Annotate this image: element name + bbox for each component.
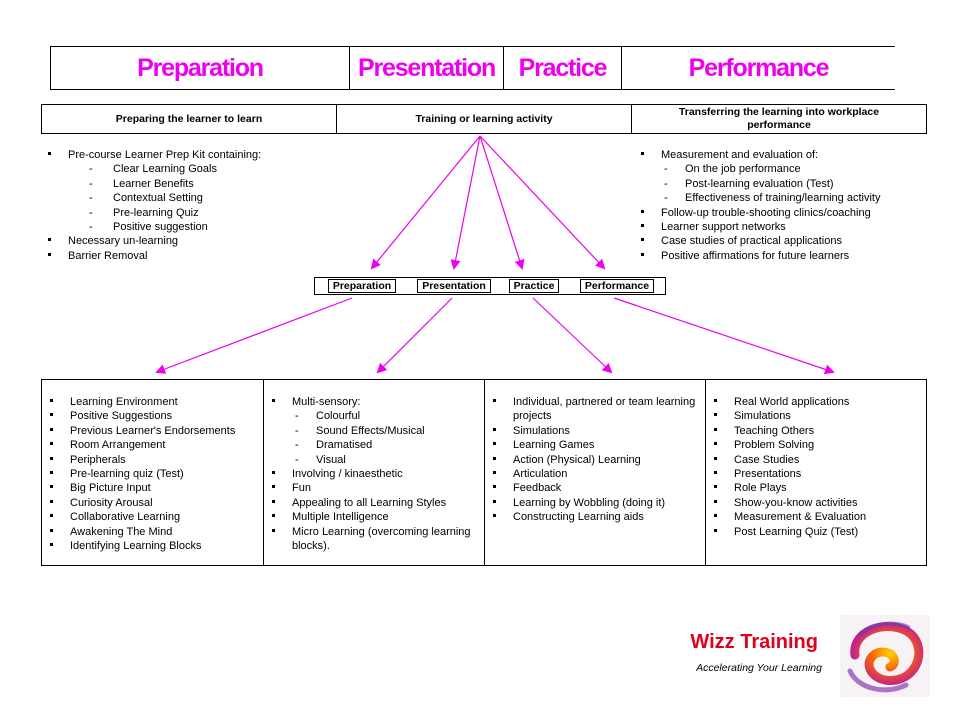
performance-list xyxy=(639,148,939,263)
list-item: Learning by Wobbling (doing it) xyxy=(491,496,701,510)
column-presentation xyxy=(264,380,485,565)
list-item xyxy=(270,395,480,467)
list-item-label: Pre-course Learner Prep Kit containing: xyxy=(68,149,262,161)
list-item: Teaching Others xyxy=(712,424,922,438)
desc-training: Training or learning activity xyxy=(337,105,632,133)
list-item: Case studies of practical applications xyxy=(639,234,939,248)
list-item: Curiosity Arousal xyxy=(48,496,259,510)
preparation-list xyxy=(46,148,326,263)
list-item: Awakening The Mind xyxy=(48,525,259,539)
list-item-label: Measurement and evaluation of: xyxy=(661,149,819,161)
swirl-logo-icon xyxy=(840,615,930,697)
desc-transferring: Transferring the learning into workplace performance xyxy=(678,106,880,131)
list-item: Simulations xyxy=(712,409,922,423)
sub-item: - Effectiveness of training/learning activity xyxy=(661,191,939,205)
column-practice xyxy=(485,380,706,565)
list-item: Case Studies xyxy=(712,453,922,467)
phase-description-row xyxy=(41,104,927,134)
arrow-presentation-down xyxy=(378,298,452,372)
arrow-preparation-down xyxy=(157,298,352,372)
list-item xyxy=(46,148,326,234)
sub-item: - Learner Benefits xyxy=(68,177,326,191)
activities-grid xyxy=(41,379,927,566)
phase-mini-row xyxy=(314,277,666,295)
arrow-top-to-practice xyxy=(480,136,522,268)
list-item: Individual, partnered or team learning projects xyxy=(491,395,701,424)
sub-item: - On the job performance xyxy=(661,162,939,176)
list-item: Positive Suggestions xyxy=(48,409,259,423)
sub-item: - Post-learning evaluation (Test) xyxy=(661,177,939,191)
list-item: Learning Games xyxy=(491,438,701,452)
title-presentation: Presentation xyxy=(350,47,504,89)
sub-item: - Clear Learning Goals xyxy=(68,162,326,176)
title-performance: Performance xyxy=(688,53,829,82)
mini-label: Practice xyxy=(509,279,560,293)
list-item: Fun xyxy=(270,481,480,495)
mini-preparation xyxy=(315,278,409,294)
list-item: Pre-learning quiz (Test) xyxy=(48,467,259,481)
list-item: Problem Solving xyxy=(712,438,922,452)
list-item: Follow-up trouble-shooting clinics/coaching xyxy=(639,206,939,220)
list-item: Previous Learner's Endorsements xyxy=(48,424,259,438)
mini-label: Performance xyxy=(580,279,654,293)
list-item: Micro Learning (overcoming learning blocks). xyxy=(270,525,480,554)
list-item: Positive affirmations for future learners xyxy=(639,249,939,263)
list-item: Role Plays xyxy=(712,481,922,495)
list-item: Peripherals xyxy=(48,453,259,467)
list-item: Learning Environment xyxy=(48,395,259,409)
list-item: Post Learning Quiz (Test) xyxy=(712,525,922,539)
brand-name: Wizz Training xyxy=(690,631,818,653)
sub-item: - Colourful xyxy=(292,409,480,423)
mini-label: Preparation xyxy=(328,279,396,293)
mini-performance xyxy=(569,278,665,294)
arrow-top-to-preparation xyxy=(372,136,480,268)
sub-item: - Positive suggestion xyxy=(68,220,326,234)
mini-presentation xyxy=(409,278,499,294)
title-preparation: Preparation xyxy=(51,47,350,89)
title-practice: Practice xyxy=(504,47,622,89)
list-item: Action (Physical) Learning xyxy=(491,453,701,467)
list-item: Necessary un-learning xyxy=(46,234,326,248)
list-item: Learner support networks xyxy=(639,220,939,234)
list-item: Barrier Removal xyxy=(46,249,326,263)
list-item: Constructing Learning aids xyxy=(491,510,701,524)
list-item: Measurement & Evaluation xyxy=(712,510,922,524)
list-item: Simulations xyxy=(491,424,701,438)
mini-label: Presentation xyxy=(417,279,491,293)
arrow-top-to-performance xyxy=(480,136,604,268)
column-preparation xyxy=(42,380,264,565)
phase-title-row xyxy=(50,46,895,90)
arrow-top-to-presentation xyxy=(454,136,480,268)
desc-preparing: Preparing the learner to learn xyxy=(42,105,337,133)
list-item: Articulation xyxy=(491,467,701,481)
brand-tagline: Accelerating Your Learning xyxy=(696,662,822,674)
list-item: Identifying Learning Blocks xyxy=(48,539,259,553)
list-item: Multiple Intelligence xyxy=(270,510,480,524)
list-item: Real World applications xyxy=(712,395,922,409)
list-item-label: Multi-sensory: xyxy=(292,396,361,408)
list-item: Show-you-know activities xyxy=(712,496,922,510)
sub-item: - Dramatised xyxy=(292,438,480,452)
list-item xyxy=(639,148,939,206)
arrow-practice-down xyxy=(533,298,611,372)
arrow-performance-down xyxy=(614,298,833,372)
mini-practice xyxy=(499,278,569,294)
column-performance xyxy=(706,380,926,565)
sub-item: - Visual xyxy=(292,453,480,467)
list-item: Presentations xyxy=(712,467,922,481)
sub-item: - Contextual Setting xyxy=(68,191,326,205)
sub-item: - Pre-learning Quiz xyxy=(68,206,326,220)
list-item: Appealing to all Learning Styles xyxy=(270,496,480,510)
list-item: Involving / kinaesthetic xyxy=(270,467,480,481)
list-item: Room Arrangement xyxy=(48,438,259,452)
list-item: Big Picture Input xyxy=(48,481,259,495)
sub-item: - Sound Effects/Musical xyxy=(292,424,480,438)
list-item: Feedback xyxy=(491,481,701,495)
list-item: Collaborative Learning xyxy=(48,510,259,524)
